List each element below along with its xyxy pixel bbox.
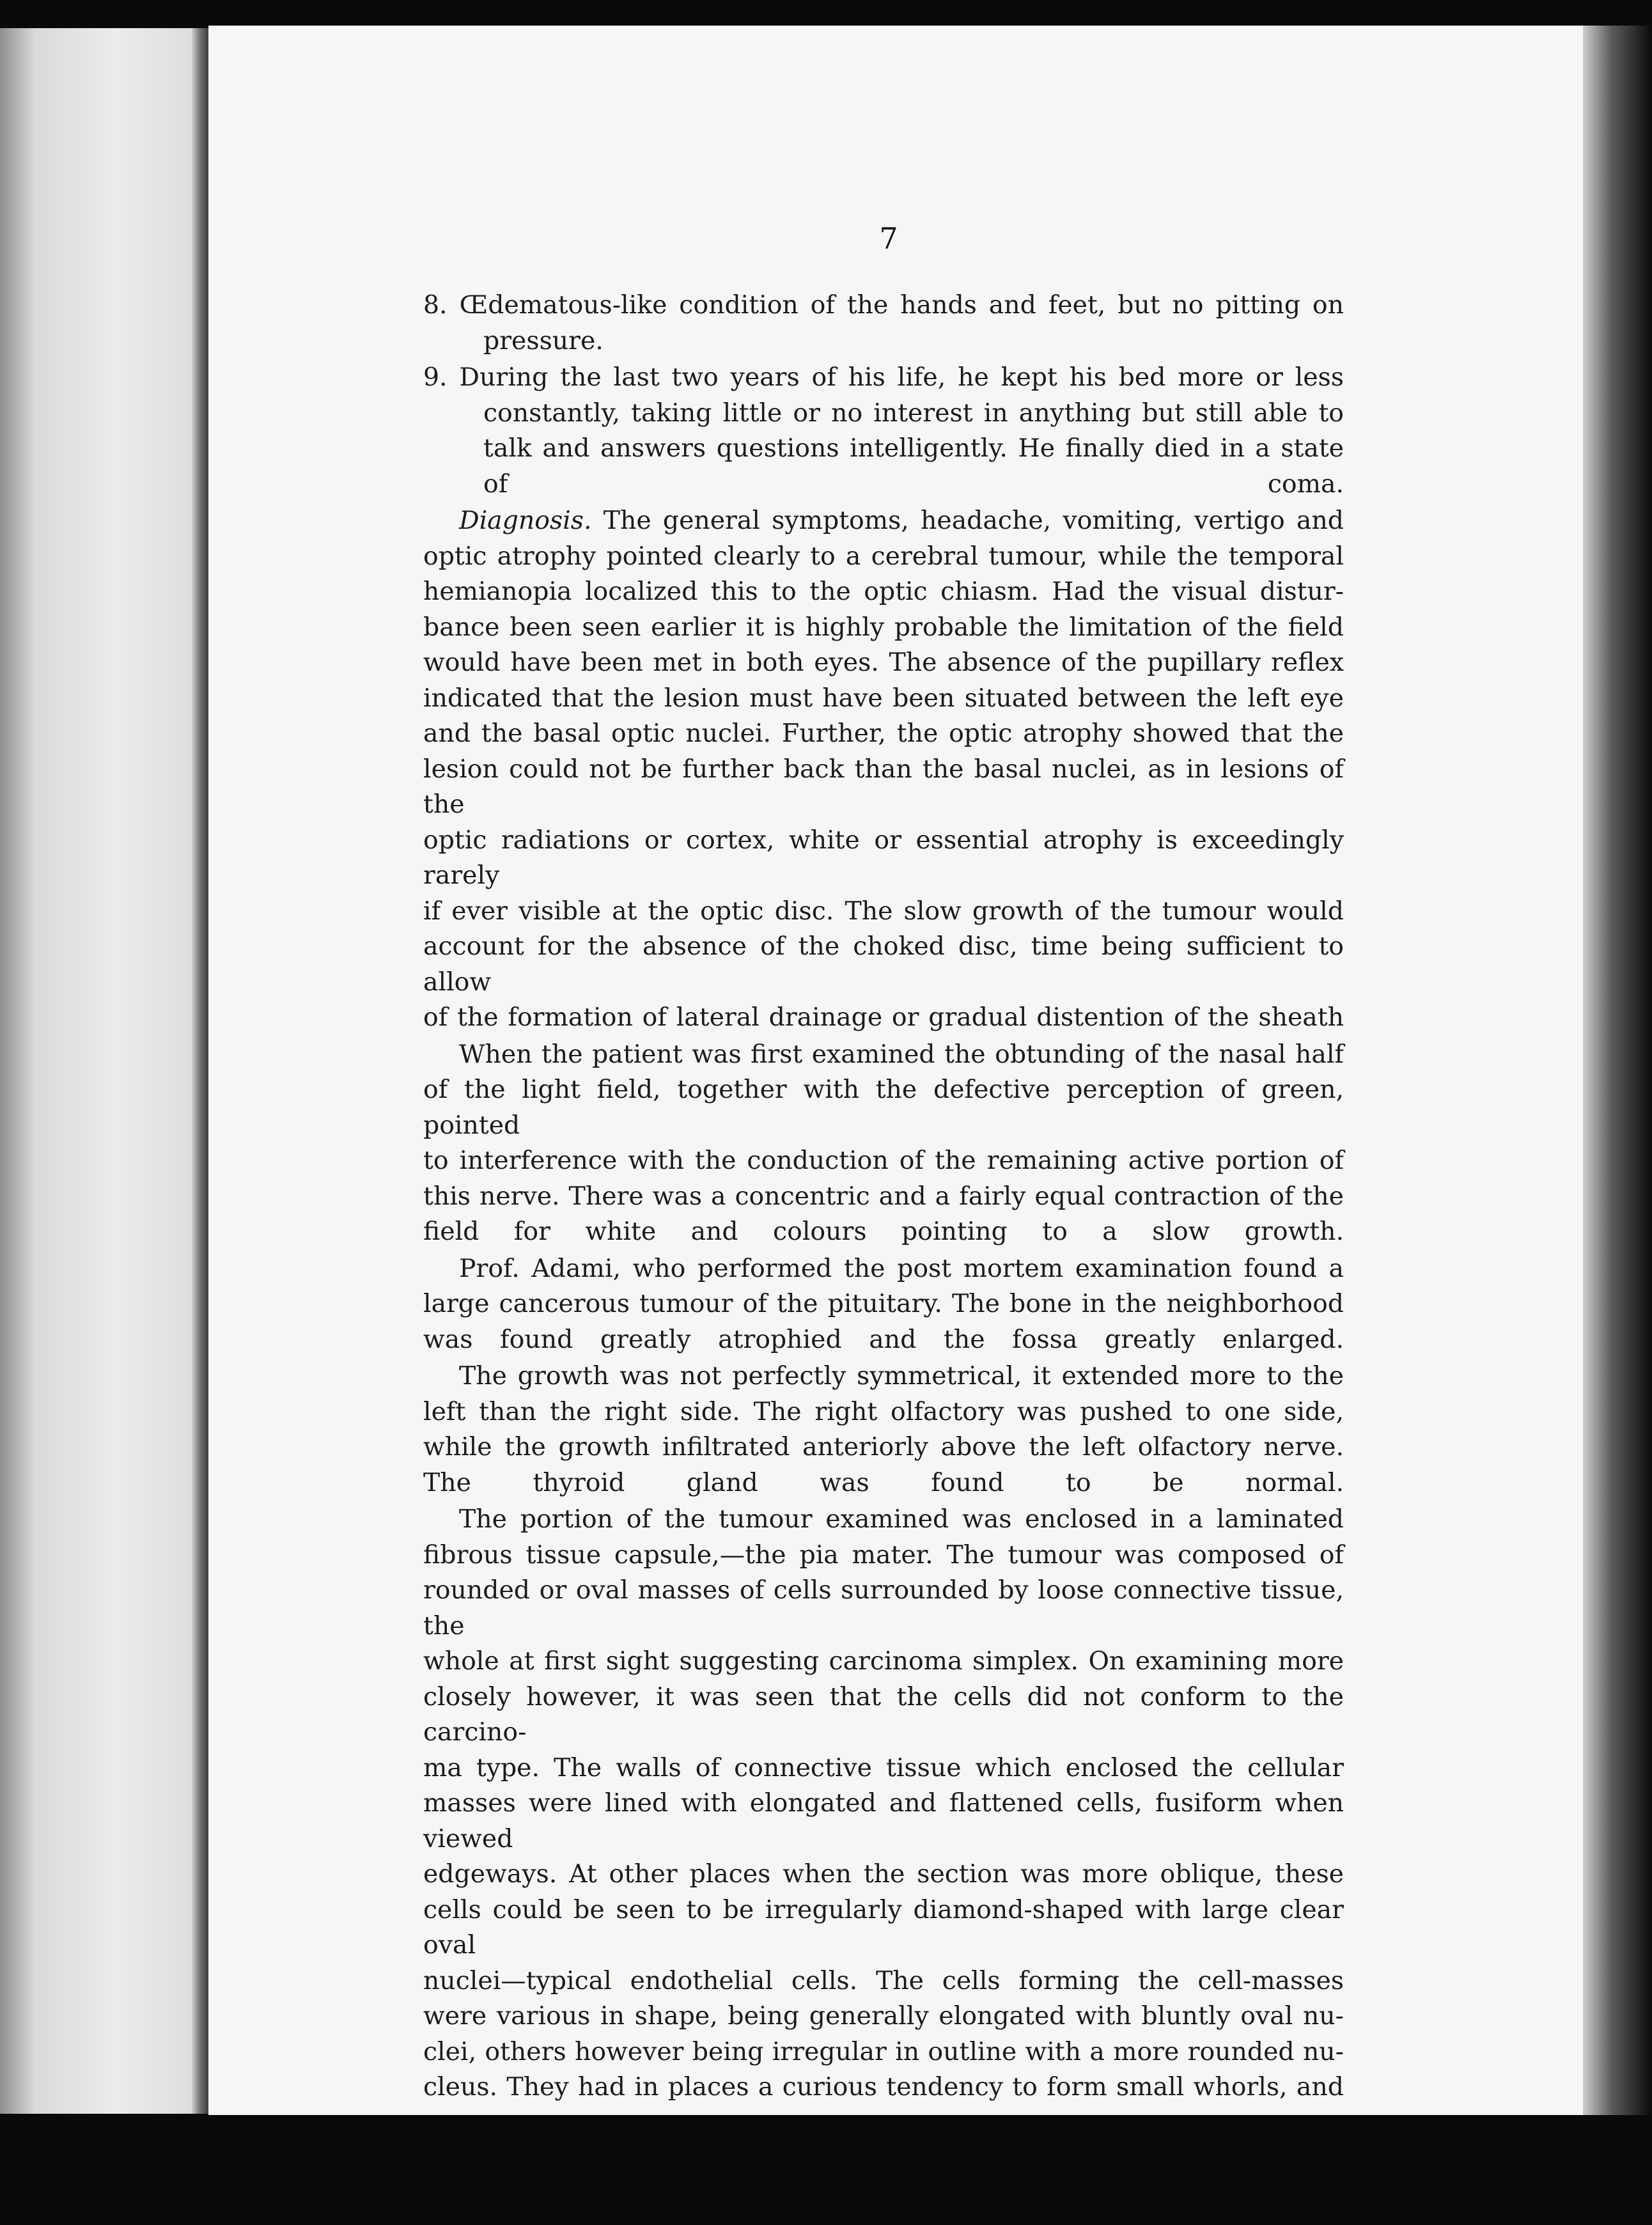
- text-line: 9. During the last two years of his life, he kept his bed more or less: [423, 363, 1344, 392]
- body-text: [423, 288, 1344, 2105]
- text-line: The thyroid gland was found to be normal.: [423, 1467, 1344, 1497]
- page-number: 7: [879, 221, 898, 256]
- list-item-8: [423, 288, 1344, 359]
- text-line: left than the right side. The right olfactory was pushed to one side,: [423, 1396, 1344, 1426]
- text-line: account for the absence of the choked disc, time being sufficient to allow: [423, 932, 1344, 997]
- text-line: to interference with the conduction of the remaining active portion of: [423, 1146, 1344, 1175]
- text-line: constantly, taking little or no interest in anything but still able to: [483, 398, 1344, 428]
- text-line: were various in shape, being generally elongated with bluntly oval nu-: [423, 2001, 1344, 2031]
- text-line: would have been met in both eyes. The absence of the pupillary reflex: [423, 648, 1344, 677]
- paragraph-growth: [423, 1359, 1344, 1501]
- text-line: edgeways. At other places when the section was more oblique, these: [423, 1859, 1344, 1889]
- paragraph-portion: [423, 1502, 1344, 2105]
- text-line: ma type. The walls of connective tissue which enclosed the cellular: [423, 1753, 1344, 1783]
- page-edge-shadow: [1583, 26, 1652, 2115]
- text-line: 8. Œdematous-like condition of the hands and feet, but no pitting on: [423, 290, 1344, 320]
- text-line: bance been seen earlier it is highly probable the limitation of the field: [423, 612, 1344, 642]
- text-line: whole at first sight suggesting carcinoma simplex. On examining more: [423, 1646, 1344, 1676]
- text-line: When the patient was first examined the obtunding of the nasal half: [459, 1039, 1344, 1069]
- paragraph-patient-examined: [423, 1037, 1344, 1250]
- text-line: cells could be seen to be irregularly diamond-shaped with large clear oval: [423, 1894, 1344, 1960]
- paragraph-diagnosis: [423, 503, 1344, 1036]
- text-line: indicated that the lesion must have been situated between the left eye: [423, 683, 1344, 713]
- paragraph-adami: [423, 1251, 1344, 1358]
- text-line: this nerve. There was a concentric and a fairly equal contraction of the: [423, 1181, 1344, 1211]
- text-line: Prof. Adami, who performed the post mortem examination found a: [459, 1253, 1344, 1283]
- text-line: field for white and colours pointing to a slow growth.: [423, 1217, 1344, 1246]
- text-line: fibrous tissue capsule,—the pia mater. The tumour was composed of: [423, 1540, 1344, 1570]
- text-line: optic radiations or cortex, white or essential atrophy is exceedingly rarely: [423, 825, 1344, 890]
- text-line: rounded or oval masses of cells surrounded by loose connective tissue, the: [423, 1575, 1344, 1641]
- text-line: clei, others however being irregular in outline with a more rounded nu-: [423, 2036, 1344, 2066]
- run-in-heading: Diagnosis.: [459, 506, 592, 535]
- text-line: if ever visible at the optic disc. The slow growth of the tumour would: [423, 896, 1344, 926]
- text-line: hemianopia localized this to the optic chiasm. Had the visual distur-: [423, 577, 1344, 606]
- text-line: pressure.: [483, 325, 604, 355]
- text-line: optic atrophy pointed clearly to a cerebral tumour, while the temporal: [423, 541, 1344, 571]
- list-item-9: [423, 360, 1344, 502]
- text-line: closely however, it was seen that the cells did not conform to the carcino-: [423, 1682, 1344, 1747]
- text-line: while the growth infiltrated anteriorly above the left olfactory nerve.: [423, 1432, 1344, 1462]
- text-line: of coma.: [483, 469, 1344, 499]
- text-line: The growth was not perfectly symmetrical, it extended more to the: [459, 1361, 1344, 1391]
- text-line: nuclei—typical endothelial cells. The cells forming the cell-masses: [423, 1965, 1344, 1995]
- text-line: and the basal optic nuclei. Further, the optic atrophy showed that the: [423, 719, 1344, 748]
- text-line: of the light field, together with the defective perception of green, pointed: [423, 1075, 1344, 1140]
- text-line: large cancerous tumour of the pituitary. The bone in the neighborhood: [423, 1289, 1344, 1318]
- text-line: The portion of the tumour examined was enclosed in a laminated: [459, 1504, 1344, 1534]
- text-line: talk and answers questions intelligently. He finally died in a state: [483, 433, 1344, 463]
- facing-page-edge: [0, 28, 192, 2114]
- text-line: The general symptoms, headache, vomiting, vertigo and: [591, 506, 1344, 535]
- text-line: lesion could not be further back than the basal nuclei, as in lesions of the: [423, 754, 1344, 819]
- text-line: cleus. They had in places a curious tendency to form small whorls, and: [423, 2072, 1344, 2102]
- text-line: was found greatly atrophied and the fossa greatly enlarged.: [423, 1324, 1344, 1354]
- book-spine-shadow: [192, 28, 208, 2114]
- text-line: of the formation of lateral drainage or gradual distention of the sheath: [423, 1003, 1344, 1032]
- text-line: masses were lined with elongated and flattened cells, fusiform when viewed: [423, 1788, 1344, 1854]
